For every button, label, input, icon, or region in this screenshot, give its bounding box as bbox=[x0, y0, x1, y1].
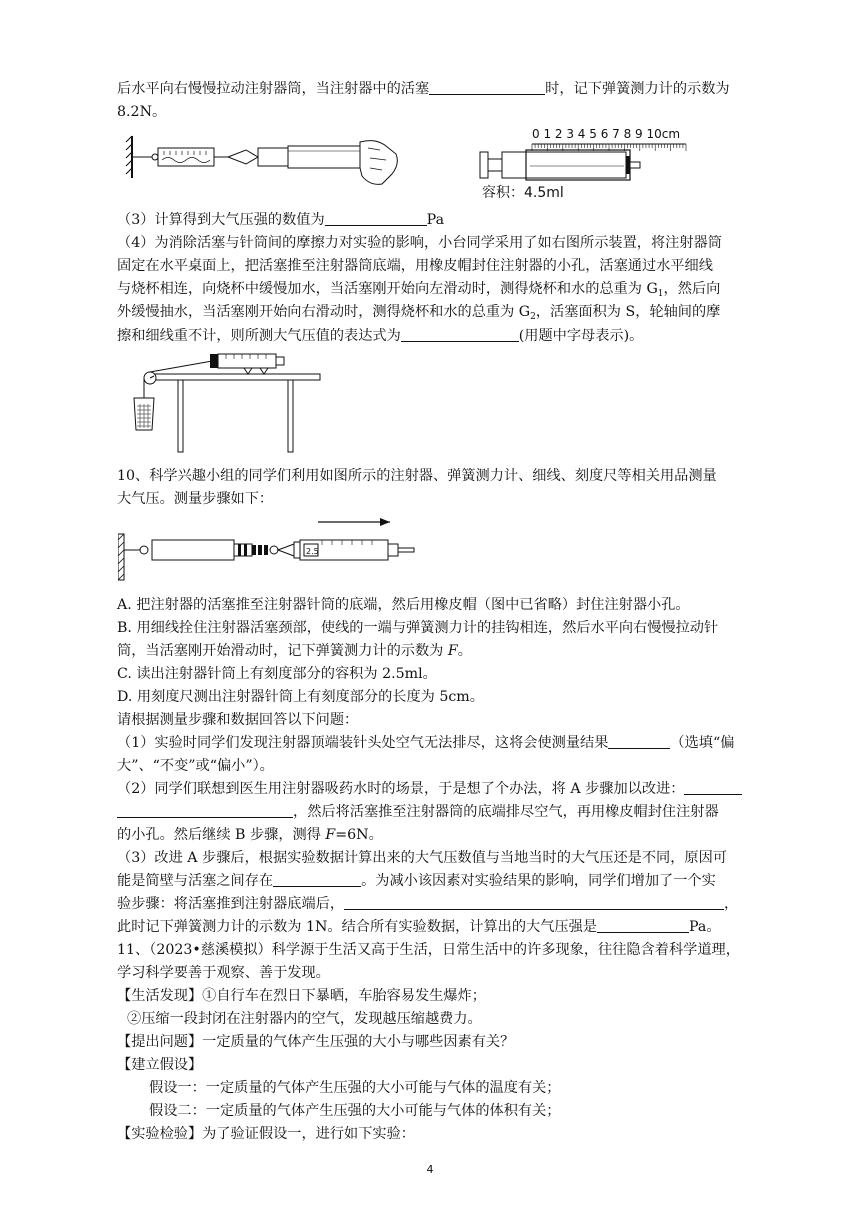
text: 与烧杯相连，向烧杯中缓慢加水，当活塞刚开始向左滑动时，测得烧杯和水的总重为 G bbox=[117, 281, 658, 297]
q10-p3-line1: （3）改进 A 步骤后，根据实验数据计算出来的大气压数值与当地当时的大气压还是不同，原因可 bbox=[117, 850, 727, 866]
q10-p2-line2 bbox=[117, 803, 719, 821]
q10-step-a: A. 把注射器的活塞推至注射器针筒的底端，然后用橡皮帽（图中已省略）封住注射器小孔。 bbox=[117, 597, 690, 613]
q10-p1-line2: 大”、“不变”或“偏小”）。 bbox=[117, 758, 274, 774]
symbol-f: F bbox=[447, 643, 458, 659]
text: 后水平向右慢慢拉动注射器筒，当注射器中的活塞 bbox=[117, 81, 430, 97]
q9-p4-line5 bbox=[117, 327, 643, 345]
q10-step-d: D. 用刻度尺测出注射器针筒上有刻度部分的长度为 5cm。 bbox=[117, 689, 484, 705]
volume-label: 容积：4.5ml bbox=[482, 185, 564, 201]
q10-intro-line1: 10、科学兴趣小组的同学们利用如图所示的注射器、弹簧测力计、细线、刻度尺等相关用品测量 bbox=[117, 468, 717, 484]
text: （3）计算得到大气压强的数值为 bbox=[117, 212, 325, 228]
text: Pa。 bbox=[688, 919, 721, 935]
answer-blank bbox=[117, 803, 293, 818]
q10-step-b-line2 bbox=[117, 642, 472, 660]
text: ， bbox=[724, 896, 739, 912]
answer-blank bbox=[429, 80, 545, 95]
q9-p4-line1: （4）为消除活塞与针筒间的摩擦力对实验的影响，小台同学采用了如右图所示装置，将注射器筒 bbox=[117, 235, 722, 251]
q10-intro-line2: 大气压。测量步骤如下： bbox=[117, 491, 274, 507]
text: ，然后向 bbox=[663, 281, 721, 297]
text: Pa bbox=[426, 212, 445, 228]
q10-ask: 请根据测量步骤和数据回答以下问题： bbox=[117, 712, 359, 728]
answer-blank bbox=[401, 327, 519, 342]
q10-step-c: C. 读出注射器针筒上有刻度部分的容积为 2.5ml。 bbox=[117, 666, 437, 682]
text: 此时记下弹簧测力计的示数为 1N。结合所有实验数据，计算出的大气压强是 bbox=[117, 919, 597, 935]
q9-line2: 8.2N。 bbox=[117, 104, 167, 120]
q11-line2: 学习科学要善于观察、善于发现。 bbox=[117, 965, 330, 981]
q9-p4-line3 bbox=[117, 280, 720, 303]
q11-hypothesis-heading: 【建立假设】 bbox=[117, 1057, 203, 1073]
ruler-label: 0 1 2 3 4 5 6 7 8 9 10cm bbox=[532, 127, 681, 141]
pulley-beaker-figure bbox=[128, 348, 324, 454]
text: 能是简壁与活塞之间存在 bbox=[117, 873, 274, 889]
symbol-f: F bbox=[325, 827, 336, 843]
q10-p2-line1 bbox=[117, 780, 742, 798]
text: 。为减小该因素对实验结果的影响，同学们增加了一个实 bbox=[361, 873, 716, 889]
text: 的小孔。然后继续 B 步骤，测得 bbox=[117, 827, 326, 843]
spring-scale-syringe-figure bbox=[124, 128, 404, 192]
q9-p4-line4 bbox=[117, 303, 720, 326]
q9-line1 bbox=[117, 80, 730, 98]
q11-life-discovery-2: ②压缩一段封闭在注射器内的空气，发现越压缩越费力。 bbox=[127, 1011, 482, 1027]
text: (用题中字母表示)。 bbox=[518, 328, 644, 344]
q11-hypothesis-1: 假设一：一定质量的气体产生压强的大小可能与气体的温度有关； bbox=[149, 1080, 561, 1096]
q11-line1: 11、（2023•慈溪模拟）科学源于生活又高于生活，日常生活中的许多现象，往往隐含着科学道理， bbox=[117, 942, 740, 958]
text: 外缓慢抽水，当活塞刚开始向右滑动时，测得烧杯和水的总重为 G bbox=[117, 304, 531, 320]
q9-p3 bbox=[117, 211, 444, 229]
answer-blank bbox=[684, 780, 742, 795]
q11-life-discovery: 【生活发现】①自行车在烈日下暴晒，车胎容易发生爆炸； bbox=[117, 988, 486, 1004]
scale-mark: 2.5 bbox=[306, 547, 319, 556]
text: 擦和细线重不计，则所测大气压值的表达式为 bbox=[117, 328, 401, 344]
text: ，活塞面积为 S，轮轴间的摩 bbox=[535, 304, 721, 320]
text: 。 bbox=[457, 643, 472, 659]
q9-p4-line2: 固定在水平桌面上，把活塞推至注射器筒底端，用橡皮帽封住注射器的小孔，活塞通过水平细线 bbox=[117, 258, 713, 274]
answer-blank bbox=[273, 872, 361, 887]
text: 验步骤：将活塞推到注射器底端后， bbox=[117, 896, 345, 912]
answer-blank bbox=[325, 211, 427, 226]
wall-spring-syringe-figure bbox=[118, 512, 418, 584]
text: 筒，当活塞刚开始滑动时，记下弹簧测力计的示数为 bbox=[117, 643, 448, 659]
text: （选填“偏 bbox=[670, 735, 735, 751]
q10-p2-line3 bbox=[117, 826, 383, 844]
text: =6N。 bbox=[335, 827, 383, 843]
q11-question: 【提出问题】一定质量的气体产生压强的大小与哪些因素有关？ bbox=[117, 1034, 515, 1050]
text: （2）同学们联想到医生用注射器吸药水时的场景，于是想了个办法，将 A 步骤加以改进： bbox=[117, 781, 685, 797]
subscript: 2 bbox=[530, 312, 536, 322]
text: ，然后将活塞推至注射器筒的底端排尽空气，再用橡皮帽封住注射器 bbox=[293, 804, 719, 820]
answer-blank bbox=[608, 734, 670, 749]
text: 时，记下弹簧测力计的示数为 bbox=[545, 81, 730, 97]
q10-p1-line1 bbox=[117, 734, 734, 752]
q11-experiment: 【实验检验】为了验证假设一，进行如下实验： bbox=[117, 1126, 415, 1142]
q10-p3-line4 bbox=[117, 918, 721, 936]
syringe-ruler-figure bbox=[474, 126, 714, 202]
answer-blank bbox=[597, 918, 689, 933]
page-number: 4 bbox=[426, 1163, 434, 1176]
answer-blank bbox=[344, 895, 724, 910]
q11-hypothesis-2: 假设二：一定质量的气体产生压强的大小可能与气体的体积有关； bbox=[149, 1103, 561, 1119]
q10-p3-line2 bbox=[117, 872, 716, 890]
q10-p3-line3 bbox=[117, 895, 738, 913]
subscript: 1 bbox=[657, 289, 664, 299]
q10-step-b-line1: B. 用细线拴住注射器活塞颈部，使线的一端与弹簧测力计的挂钩相连，然后水平向右慢慢拉动针 bbox=[117, 620, 719, 636]
text: （1）实验时同学们发现注射器顶端装针头处空气无法排尽，这将会使测量结果 bbox=[117, 735, 609, 751]
